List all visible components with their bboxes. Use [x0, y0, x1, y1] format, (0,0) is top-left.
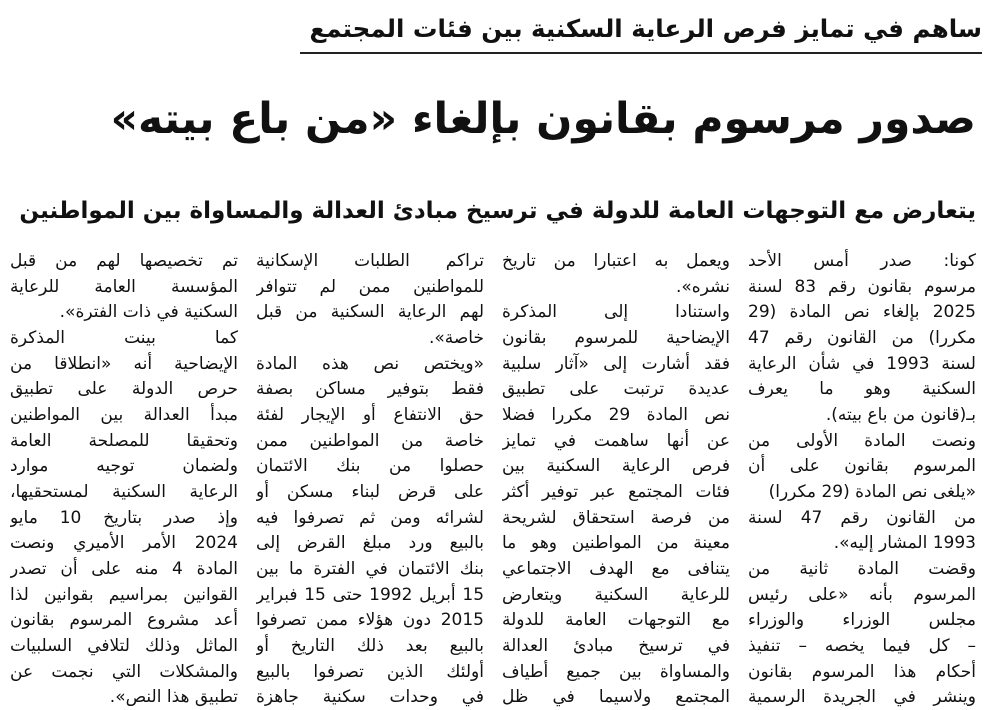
article-line: والمساواة بين جميع أطياف: [502, 661, 730, 682]
article-line: مجلس الوزراء والوزراء: [748, 610, 976, 631]
article-line: خاصة».: [428, 328, 484, 349]
article-line: كما بينت المذكرة: [10, 328, 238, 349]
article-line: ويعمل به اعتبارا من تاريخ: [502, 251, 730, 271]
subheadline: يتعارض مع التوجهات العامة للدولة في ترسيخ مبادئ العدالة والمساواة بين المواطنين: [19, 198, 976, 224]
article-line: حصلوا من بنك الائتمان: [256, 456, 484, 477]
article-line: المرسوم بأنه «على رئيس: [748, 584, 976, 605]
article-line: في ترسيخ مبادئ العدالة: [502, 636, 730, 657]
article-line: المجتمع ولاسيما في ظل: [502, 687, 730, 708]
article-line: بالبيع ورد مبلغ القرض إلى: [256, 533, 484, 554]
article-column-1: [748, 248, 976, 710]
article-line: الإيضاحية للمرسوم بقانون: [502, 328, 730, 349]
article-line: 2024 الأمر الأميري ونصت: [10, 533, 238, 554]
article-line: لشرائه ومن ثم تصرفوا فيه: [256, 507, 484, 528]
article-line: الرعاية السكنية لمستحقيها،: [10, 482, 238, 503]
article-line: 2015 دون هؤلاء ممن تصرفوا: [256, 610, 484, 631]
article-body: [10, 248, 976, 710]
article-line: تطبيق هذا النص».: [109, 687, 238, 708]
article-line: السكنية وهو ما يعرف: [748, 379, 976, 400]
article-line: من القانون رقم 47 لسنة: [748, 507, 976, 528]
article-line: ولضمان توجيه موارد: [10, 456, 238, 477]
article-line: «ويختص نص هذه المادة: [256, 353, 484, 374]
article-line: كونا: صدر أمس الأحد: [748, 251, 976, 271]
article-line: على قرض لبناء مسكن أو: [256, 482, 484, 503]
article-line: فقد أشارت إلى «آثار سلبية: [502, 353, 730, 374]
article-line: مع التوجهات العامة للدولة: [502, 610, 730, 631]
article-line: «يلغى نص المادة (29 مكررا): [768, 482, 976, 503]
article-line: لهم الرعاية السكنية من قبل: [256, 302, 484, 323]
kicker-line: ساهم في تمايز فرص الرعاية السكنية بين فئات المجتمع: [300, 6, 982, 54]
article-line: أحكام هذا المرسوم بقانون: [748, 661, 976, 682]
article-line: من فرصة استحقاق لشريحة: [502, 507, 730, 528]
article-column-3: [256, 248, 484, 710]
article-line: السكنية في ذات الفترة».: [59, 302, 238, 323]
article-line: 2025 بإلغاء نص المادة (29: [748, 302, 976, 323]
article-line: تراكم الطلبات الإسكانية: [256, 251, 484, 271]
article-line: حق الانتفاع أو الإيجار لفئة: [256, 405, 484, 426]
article-line: في وحدات سكنية جاهزة: [256, 687, 484, 708]
article-line: عديدة ترتبت على تطبيق: [502, 379, 730, 400]
article-line: مرسوم بقانون رقم 83 لسنة: [748, 276, 976, 297]
article-line: المرسوم بقانون على أن: [748, 456, 976, 477]
article-line: عن أنها ساهمت في تمايز: [502, 430, 730, 451]
article-line: فرص الرعاية السكنية بين: [502, 456, 730, 477]
headline: صدور مرسوم بقانون بإلغاء «من باع بيته»: [110, 95, 976, 144]
article-line: – كل فيما يخصه – تنفيذ: [748, 636, 976, 657]
article-line: الماثل وذلك لتلافي السلبيات: [10, 636, 238, 657]
article-line: للمواطنين ممن لم تتوافر: [256, 276, 484, 297]
article-line: مبدأ العدالة بين المواطنين: [10, 405, 238, 426]
article-line: لسنة 1993 في شأن الرعاية: [748, 353, 976, 374]
article-line: وإذ صدر بتاريخ 10 مايو: [10, 507, 238, 528]
article-line: خاصة من المواطنين ممن: [256, 430, 484, 451]
article-line: معينة من المواطنين وهو ما: [502, 533, 730, 554]
article-line: 1993 المشار إليه».: [833, 533, 976, 554]
article-line: القوانين بمراسيم بقوانين لذا: [10, 584, 238, 605]
article-line: المادة 4 منه على أن تصدر: [10, 559, 238, 580]
article-line: أعد مشروع المرسوم بقانون: [10, 610, 238, 631]
article-line: فقط بتوفير مساكن بصفة: [256, 379, 484, 400]
article-line: نشره».: [676, 276, 730, 297]
article-line: وتحقيقا للمصلحة العامة: [10, 430, 238, 451]
article-line: وقضت المادة ثانية من: [748, 559, 976, 580]
article-line: المؤسسة العامة للرعاية: [10, 276, 238, 297]
article-line: أولئك الذين تصرفوا بالبيع: [256, 661, 484, 682]
article-line: نص المادة 29 مكررا فضلا: [502, 405, 730, 426]
article-line: وينشر في الجريدة الرسمية: [748, 687, 976, 708]
article-column-4: [10, 248, 238, 710]
article-line: 15 أبريل 1992 حتى 15 فبراير: [256, 584, 484, 605]
article-line: بالبيع بعد ذلك التاريخ أو: [256, 636, 484, 657]
article-line: مكررا) من القانون رقم 47: [748, 328, 976, 349]
article-line: الإيضاحية أنه «انطلاقا من: [10, 353, 238, 374]
article-line: فئات المجتمع عبر توفير أكثر: [502, 482, 730, 503]
article-line: تم تخصيصها لهم من قبل: [10, 251, 238, 271]
article-line: والمشكلات التي نجمت عن: [10, 661, 238, 682]
article-line: يتنافى مع الهدف الاجتماعي: [502, 559, 730, 580]
article-line: حرص الدولة على تطبيق: [10, 379, 238, 400]
article-line: للرعاية السكنية ويتعارض: [502, 584, 730, 605]
article-line: واستنادا إلى المذكرة: [502, 302, 730, 323]
article-line: ونصت المادة الأولى من: [748, 430, 976, 451]
article-column-2: [502, 248, 730, 710]
article-line: بـ(قانون من باع بيته).: [825, 405, 976, 426]
article-line: بنك الائتمان في الفترة ما بين: [256, 559, 484, 580]
